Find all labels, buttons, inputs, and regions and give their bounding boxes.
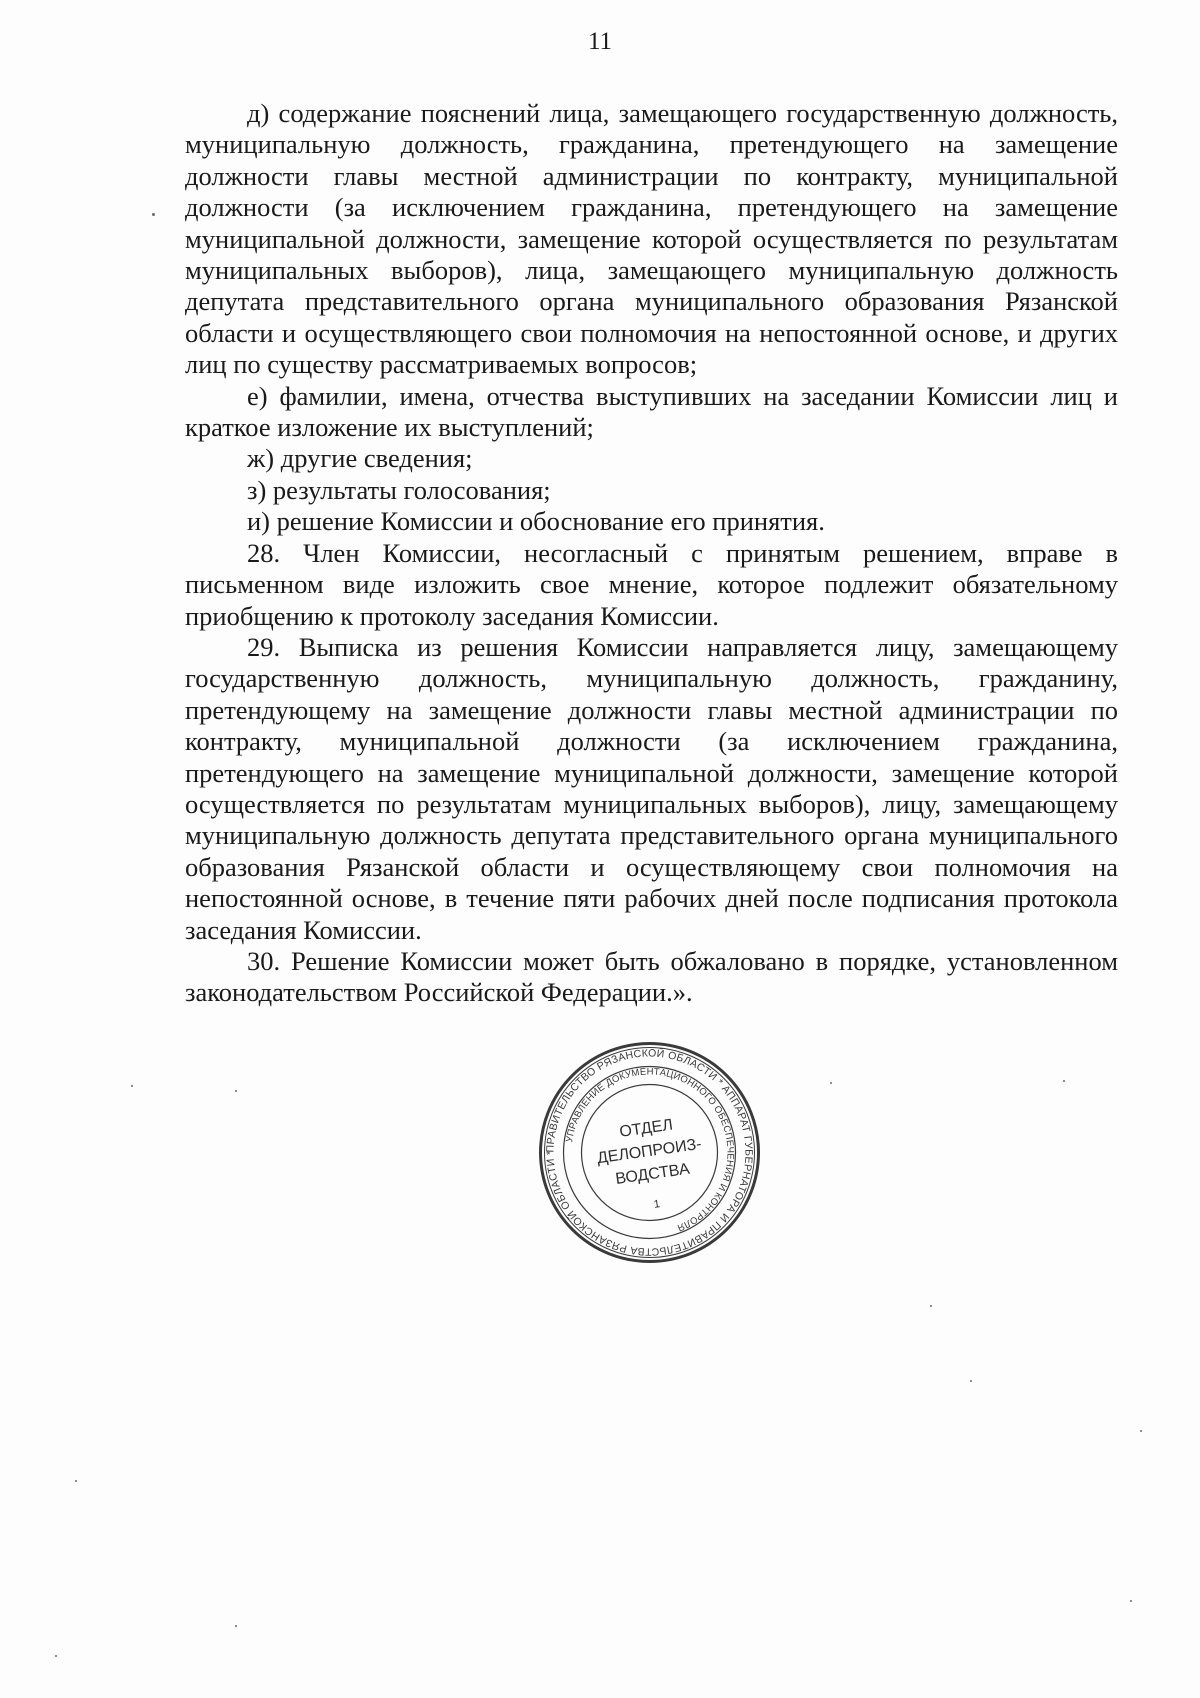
scan-speck — [830, 1082, 832, 1084]
scan-speck — [1063, 1080, 1065, 1082]
paragraph-zh: ж) другие сведения; — [247, 443, 473, 474]
scan-speck — [1140, 1430, 1142, 1432]
scan-speck — [55, 1655, 57, 1657]
scan-speck — [75, 1480, 77, 1482]
document-body — [185, 98, 1118, 1009]
stamp-center-line-3: ВОДСТВА — [614, 1160, 691, 1188]
scan-speck — [131, 1085, 133, 1087]
scan-speck — [235, 1090, 237, 1092]
paragraph-z: з) результаты голосования; — [247, 474, 551, 505]
paragraph-e: е) фамилии, имена, отчества выступивших на заседании Комиссии лиц и краткое изложение их выступлений; — [185, 380, 1118, 443]
stamp-outer-text: ПРАВИТЕЛЬСТВО РЯЗАНСКОЙ ОБЛАСТИ * АППАРАТ ГУБЕРНАТОРА И ПРАВИТЕЛЬСТВА РЯЗАНСКОЙ ОБЛАСТИ * — [544, 1047, 755, 1258]
scan-speck — [235, 1625, 237, 1627]
paragraph-d: д) содержание пояснений лица, замещающего государственную должность, муниципальную должность, гражданина, претендующего на замещение должности главы местной администрации по контракту, муниципальной должности (за исключением гражданина, претендующего на замещение муниципальной должности, замещение которой осуществляется по результатам муниципальных выборов), лица, замещающего муниципальную должность депутата представительного органа муниципального образования Рязанской области и осуществляющего свои полномочия на непостоянной основе, и других лиц по существу рассматриваемых вопросов; — [185, 98, 1118, 380]
scan-speck — [152, 213, 155, 216]
office-stamp — [537, 1040, 762, 1265]
paragraph-i: и) решение Комиссии и обоснование его принятия. — [247, 506, 825, 537]
page-number: 11 — [587, 28, 613, 55]
paragraph-29: 29. Выписка из решения Комиссии направляется лицу, замещающему государственную должность, муниципальную должность, гражданину, претендующему на замещение должности главы местной администрации по контракту, муниципальной должности (за исключением гражданина, претендующего на замещение муниципальной должности, замещение которой осуществляется по результатам муниципальных выборов), лицу, замещающему муниципальную должность депутата представительного органа муниципального образования Рязанской области и осуществляющему свои полномочия на непостоянной основе, в течение пяти рабочих дней после подписания протокола заседания Комиссии. — [185, 631, 1118, 945]
stamp-center-line-1: ОТДЕЛ — [618, 1116, 674, 1141]
scan-speck — [1130, 1600, 1132, 1602]
stamp-number: 1 — [652, 1198, 661, 1211]
stamp-center-line-2: ДЕЛОПРОИЗ- — [596, 1135, 703, 1168]
stamp-inner-text: УПРАВЛЕНИЕ ДОКУМЕНТАЦИОННОГО ОБЕСПЕЧЕНИЯ И КОНТРОЛЯ — [564, 1066, 736, 1234]
scan-speck — [930, 1305, 932, 1307]
paragraph-30: 30. Решение Комиссии может быть обжаловано в порядке, установленном законодательством Российской Федерации.». — [185, 945, 1118, 1008]
scan-speck — [970, 1380, 972, 1382]
paragraph-28: 28. Член Комиссии, несогласный с принятым решением, вправе в письменном виде изложить свое мнение, которое подлежит обязательному приобщению к протоколу заседания Комиссии. — [185, 537, 1118, 631]
